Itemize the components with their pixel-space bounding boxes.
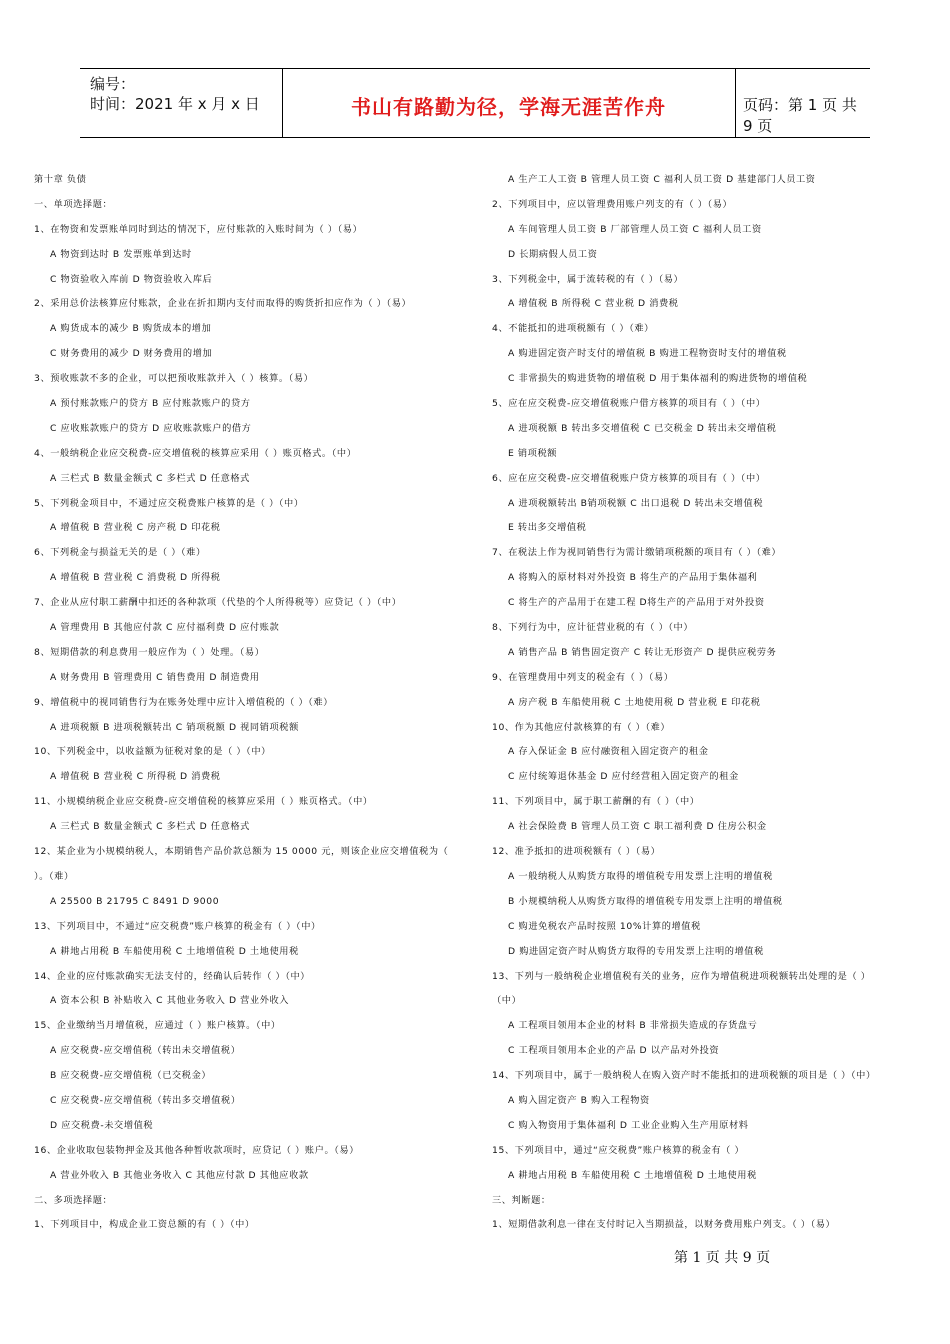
left-text-line: 1、下列项目中，构成企业工资总额的有（ ）（中） [34, 1219, 255, 1231]
right-text-line: A 房产税 B 车船使用税 C 土地使用税 D 营业税 E 印花税 [508, 696, 761, 708]
header-motto-cell [282, 69, 736, 137]
left-text-line: A 物资到达时 B 发票账单到达时 [50, 248, 192, 260]
right-text-line: 2、下列项目中，应以管理费用账户列支的有（ ）（易） [492, 198, 733, 210]
right-text-line: C 将生产的产品用于在建工程 D将生产的产品用于对外投资 [508, 597, 765, 609]
right-text-line: E 销项税额 [508, 447, 558, 459]
right-text-line: 9、在管理费用中列支的税金有（ ）（易） [492, 671, 674, 683]
right-text-line: A 存入保证金 B 应付融资租入固定资产的租金 [508, 746, 709, 758]
right-text-line: 13、下列与一般纳税企业增值税有关的业务，应作为增值税进项税额转出处理的是（ ） [492, 970, 871, 982]
right-text-line: （中） [492, 995, 522, 1007]
right-text-line: 10、作为其他应付款核算的有（ ）（难） [492, 721, 671, 733]
right-text-line: A 一般纳税人从购货方取得的增值税专用发票上注明的增值税 [508, 870, 773, 882]
left-text-line: 1、在物资和发票账单同时到达的情况下，应付账款的入账时间为（ ）（易） [34, 223, 363, 235]
right-text-line: A 购入固定资产 B 购入工程物资 [508, 1094, 650, 1106]
page-footer: 第 1 页 共 9 页 [674, 1250, 771, 1266]
time-label: 时间：2021 年 x 月 x 日 [90, 95, 260, 113]
left-text-line: A 预付账款账户的贷方 B 应付账款账户的贷方 [50, 398, 251, 410]
right-text-line: A 工程项目领用本企业的材料 B 非常损失造成的存货盘亏 [508, 1020, 758, 1032]
right-text-line: 14、下列项目中，属于一般纳税人在购入资产时不能抵扣的进项税额的项目是（ ）（中） [492, 1070, 876, 1082]
right-text-line: 5、应在应交税费-应交增值税账户借方核算的项目有（ ）（中） [492, 398, 766, 410]
left-text-line: 3、预收账款不多的企业，可以把预收账款并入（ ）核算。（易） [34, 373, 314, 385]
left-text-line: 14、企业的应付账款确实无法支付的，经确认后转作（ ）（中） [34, 970, 311, 982]
left-text-line: ）。（难） [34, 870, 74, 882]
motto: 书山有路勤为径，学海无涯苦作舟 [351, 95, 666, 119]
right-text-line: D 购进固定资产时从购货方取得的专用发票上注明的增值税 [508, 945, 764, 957]
right-text-line: 8、下列行为中，应计征营业税的有（ ）（中） [492, 622, 694, 634]
right-text-line: 1、短期借款利息一律在支付时记入当期损益，以财务费用账户列支。（ ）（易） [492, 1219, 836, 1231]
right-text-line: A 社会保险费 B 管理人员工资 C 职工福利费 D 住房公积金 [508, 821, 767, 833]
right-text-line: C 非常损失的购进货物的增值税 D 用于集体福利的购进货物的增值税 [508, 373, 808, 385]
left-text-line: A 资本公积 B 补贴收入 C 其他业务收入 D 营业外收入 [50, 995, 290, 1007]
right-text-line: D 长期病假人员工资 [508, 248, 598, 260]
left-text-line: A 营业外收入 B 其他业务收入 C 其他应付款 D 其他应收款 [50, 1169, 309, 1181]
right-text-line: 4、不能抵扣的进项税额有（ ）（难） [492, 323, 654, 335]
right-text-line: 15、下列项目中，通过“应交税费”账户核算的税金有（ ） [492, 1144, 745, 1156]
right-text-line: A 购进固定资产时支付的增值税 B 购进工程物资时支付的增值税 [508, 348, 787, 360]
left-text-line: A 应交税费-应交增值税（转出未交增值税） [50, 1045, 241, 1057]
left-text-line: A 管理费用 B 其他应付款 C 应付福利费 D 应付账款 [50, 622, 280, 634]
left-text-line: 6、下列税金与损益无关的是（ ）（难） [34, 547, 206, 559]
right-text-line: C 购入物资用于集体福利 D 工业企业购入生产用原材料 [508, 1119, 749, 1131]
right-text-line: B 小规模纳税人从购货方取得的增值税专用发票上注明的增值税 [508, 895, 783, 907]
right-text-line: A 耕地占用税 B 车船使用税 C 土地增值税 D 土地使用税 [508, 1169, 757, 1181]
right-text-line: A 进项税额转出 B销项税额 C 出口退税 D 转出未交增值税 [508, 497, 764, 509]
left-text-line: 7、企业从应付职工薪酬中扣还的各种款项（代垫的个人所得税等）应贷记（ ）（中） [34, 597, 402, 609]
left-text-line: A 耕地占用税 B 车船使用税 C 土地增值税 D 土地使用税 [50, 945, 299, 957]
left-text-line: B 应交税费-应交增值税（已交税金） [50, 1070, 212, 1082]
document-header [80, 68, 870, 138]
left-text-line: D 应交税费-未交增值税 [50, 1119, 154, 1131]
right-text-line: A 进项税额 B 转出多交增值税 C 已交税金 D 转出未交增值税 [508, 422, 777, 434]
left-text-line: 第十章 负债 [34, 174, 87, 185]
header-page-cell [735, 69, 870, 137]
right-text-line: A 销售产品 B 销售固定资产 C 转让无形资产 D 提供应税劳务 [508, 646, 777, 658]
left-text-line: 9、增值税中的视同销售行为在账务处理中应计入增值税的（ ）（难） [34, 696, 333, 708]
right-text-line: 7、在税法上作为视同销售行为需计缴销项税额的项目有（ ）（难） [492, 547, 782, 559]
right-column [492, 168, 922, 1238]
right-text-line: 6、应在应交税费-应交增值税账户贷方核算的项目有（ ）（中） [492, 472, 766, 484]
left-text-line: 15、企业缴纳当月增值税，应通过（ ）账户核算。（中） [34, 1020, 281, 1032]
left-text-line: C 物资验收入库前 D 物资验收入库后 [50, 273, 213, 285]
right-text-line: A 生产工人工资 B 管理人员工资 C 福利人员工资 D 基建部门人员工资 [508, 174, 816, 185]
right-text-line: A 将购入的原材料对外投资 B 将生产的产品用于集体福利 [508, 572, 758, 584]
left-column [34, 168, 464, 1238]
page-label: 页码：第 1 页 共 9 页 [743, 96, 857, 135]
left-text-line: 10、下列税金中，以收益额为征税对象的是（ ）（中） [34, 746, 271, 758]
left-text-line: 一、单项选择题： [34, 198, 113, 210]
left-text-line: 4、一般纳税企业应交税费-应交增值税的核算应采用（ ）账页格式。（中） [34, 447, 357, 459]
left-text-line: A 购货成本的减少 B 购货成本的增加 [50, 323, 212, 335]
right-text-line: 12、准予抵扣的进项税额有（ ）（易） [492, 846, 661, 858]
right-text-line: 3、下列税金中，属于流转税的有（ ）（易） [492, 273, 684, 285]
right-text-line: A 增值税 B 所得税 C 营业税 D 消费税 [508, 298, 679, 310]
left-text-line: 16、企业收取包装物押金及其他各种暂收款项时，应贷记（ ）账户。（易） [34, 1144, 360, 1156]
left-text-line: A 增值税 B 营业税 C 消费税 D 所得税 [50, 572, 221, 584]
left-text-line: 二、多项选择题： [34, 1194, 113, 1206]
header-meta-cell [80, 69, 283, 137]
left-text-line: C 应交税费-应交增值税（转出多交增值税） [50, 1094, 241, 1106]
left-text-line: 2、采用总价法核算应付账款，企业在折扣期内支付而取得的购货折扣应作为（ ）（易） [34, 298, 412, 310]
right-text-line: C 应付统筹退休基金 D 应付经营租入固定资产的租金 [508, 771, 739, 783]
left-text-line: A 25500 B 21795 C 8491 D 9000 [50, 895, 220, 907]
right-text-line: C 工程项目领用本企业的产品 D 以产品对外投资 [508, 1045, 720, 1057]
left-text-line: A 增值税 B 营业税 C 所得税 D 消费税 [50, 771, 221, 783]
left-text-line: A 增值税 B 营业税 C 房产税 D 印花税 [50, 522, 221, 534]
right-text-line: A 车间管理人员工资 B 厂部管理人员工资 C 福利人员工资 [508, 223, 762, 235]
left-text-line: 13、下列项目中，不通过“应交税费”账户核算的税金有（ ）（中） [34, 920, 321, 932]
right-text-line: 三、判断题： [492, 1194, 551, 1206]
number-label: 编号： [90, 75, 136, 93]
left-text-line: A 三栏式 B 数量金额式 C 多栏式 D 任意格式 [50, 472, 250, 484]
right-text-line: E 转出多交增值税 [508, 522, 587, 534]
left-text-line: C 应收账款账户的贷方 D 应收账款账户的借方 [50, 422, 252, 434]
left-text-line: A 进项税额 B 进项税额转出 C 销项税额 D 视同销项税额 [50, 721, 299, 733]
left-text-line: 12、某企业为小规模纳税人，本期销售产品价款总额为 15 0000 元，则该企业应交增值税为（ [34, 846, 449, 858]
right-text-line: C 购进免税农产品时按照 10%计算的增值税 [508, 920, 701, 932]
left-text-line: C 财务费用的减少 D 财务费用的增加 [50, 348, 213, 360]
left-text-line: 8、短期借款的利息费用一般应作为（ ）处理。（易） [34, 646, 265, 658]
left-text-line: 5、下列税金项目中，不通过应交税费账户核算的是（ ）（中） [34, 497, 304, 509]
left-text-line: A 财务费用 B 管理费用 C 销售费用 D 制造费用 [50, 671, 260, 683]
left-text-line: A 三栏式 B 数量金额式 C 多栏式 D 任意格式 [50, 821, 250, 833]
left-text-line: 11、小规模纳税企业应交税费-应交增值税的核算应采用（ ）账页格式。（中） [34, 796, 373, 808]
right-text-line: 11、下列项目中，属于职工薪酬的有（ ）（中） [492, 796, 700, 808]
